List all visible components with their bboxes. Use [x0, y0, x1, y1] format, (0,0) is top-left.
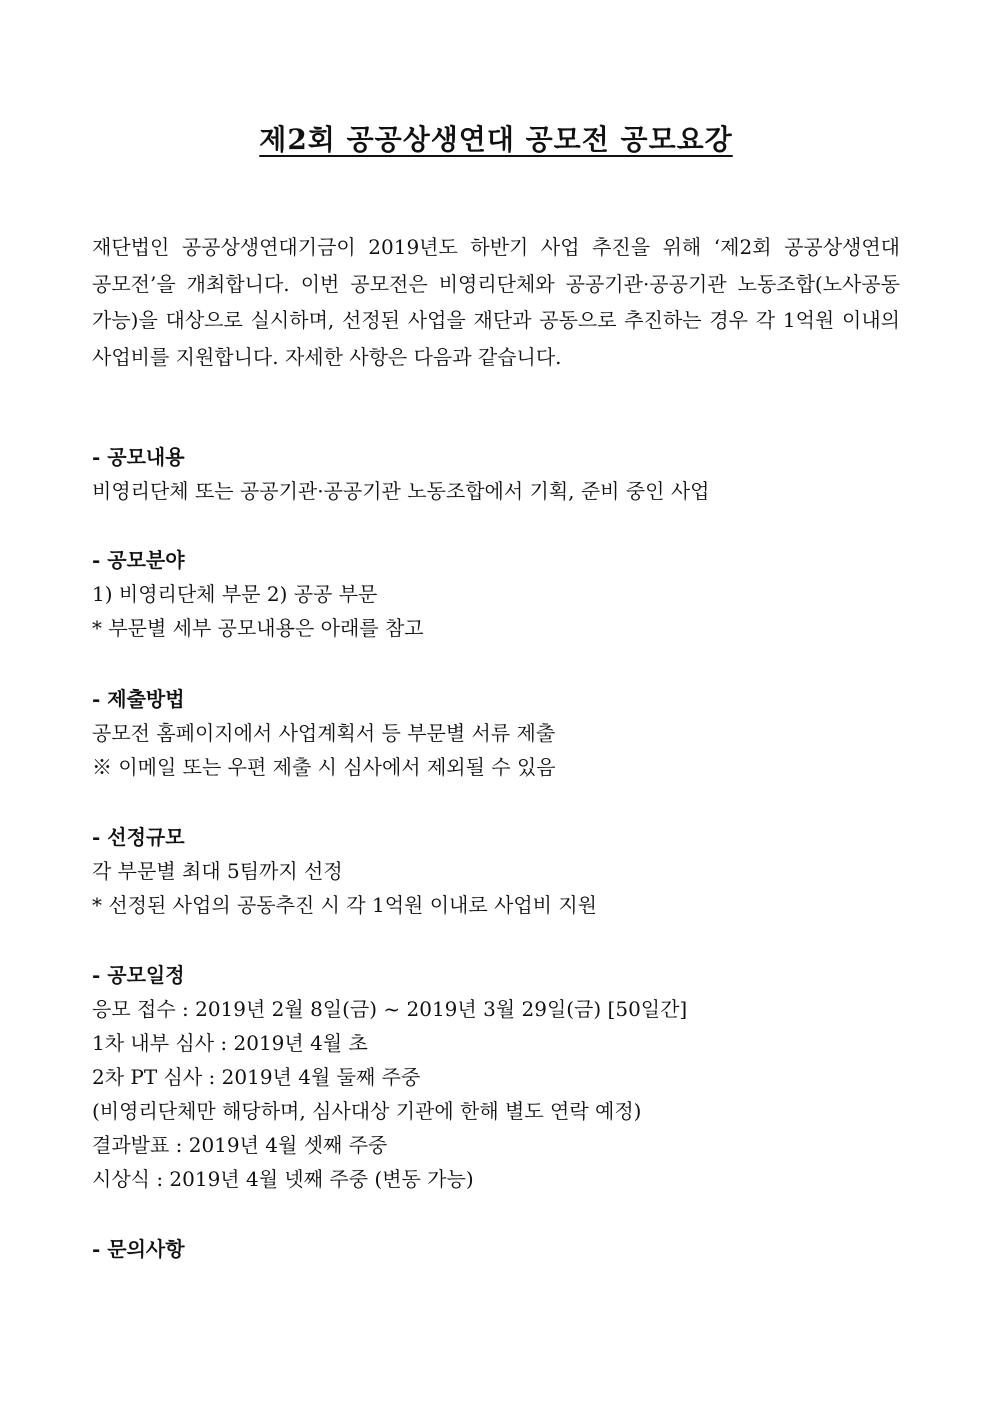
section-submission-method: [92, 682, 900, 784]
section-line: 공모전 홈페이지에서 사업계획서 등 부문별 서류 제출: [92, 721, 556, 745]
document-title: [0, 118, 992, 158]
section-selection-scale: [92, 820, 900, 922]
section-line: 1) 비영리단체 부문 2) 공공 부문: [92, 582, 378, 606]
section-heading: - 제출방법: [92, 687, 185, 711]
section-line: 비영리단체 또는 공공기관·공공기관 노동조합에서 기획, 준비 중인 사업: [92, 479, 710, 503]
schedule-line: 1차 내부 심사 : 2019년 4월 초: [92, 1031, 368, 1055]
section-line: * 선정된 사업의 공동추진 시 각 1억원 이내로 사업비 지원: [92, 893, 597, 917]
section-contest-schedule: [92, 958, 900, 1196]
intro-paragraph: 재단법인 공공상생연대기금이 2019년도 하반기 사업 추진을 위해 ‘제2회 공공상생연대 공모전’을 개최합니다. 이번 공모전은 비영리단체와 공공기관·공공기관 노동조합(노사공동 가능)을 대상으로 실시하며, 선정된 사업을 재단과 공동으로 추진하는 경우 각 1억원 이내의 사업비를 지원합니다. 자세한 사항은 다음과 같습니다.: [92, 235, 900, 369]
section-contest-content: [92, 440, 900, 508]
document-title-text: 제2회 공공상생연대 공모전 공모요강: [259, 123, 733, 156]
section-line: ※ 이메일 또는 우편 제출 시 심사에서 제외될 수 있음: [92, 755, 556, 779]
section-heading: - 공모분야: [92, 548, 185, 572]
section-contest-fields: [92, 543, 900, 645]
section-line: * 부문별 세부 공모내용은 아래를 참고: [92, 616, 424, 640]
schedule-line: 2차 PT 심사 : 2019년 4월 둘째 주중: [92, 1065, 421, 1089]
section-heading: - 공모일정: [92, 963, 185, 987]
schedule-line: 응모 접수 : 2019년 2월 8일(금) ~ 2019년 3월 29일(금) [50일간]: [92, 997, 688, 1021]
section-inquiries: [92, 1232, 900, 1266]
section-line: 각 부문별 최대 5팀까지 선정: [92, 859, 343, 883]
section-heading: - 선정규모: [92, 825, 185, 849]
section-heading: - 공모내용: [92, 445, 185, 469]
schedule-line: (비영리단체만 해당하며, 심사대상 기관에 한해 별도 연락 예정): [92, 1099, 642, 1123]
section-heading: - 문의사항: [92, 1237, 185, 1261]
schedule-line: 결과발표 : 2019년 4월 셋째 주중: [92, 1133, 388, 1157]
schedule-line: 시상식 : 2019년 4월 넷째 주중 (변동 가능): [92, 1167, 474, 1191]
